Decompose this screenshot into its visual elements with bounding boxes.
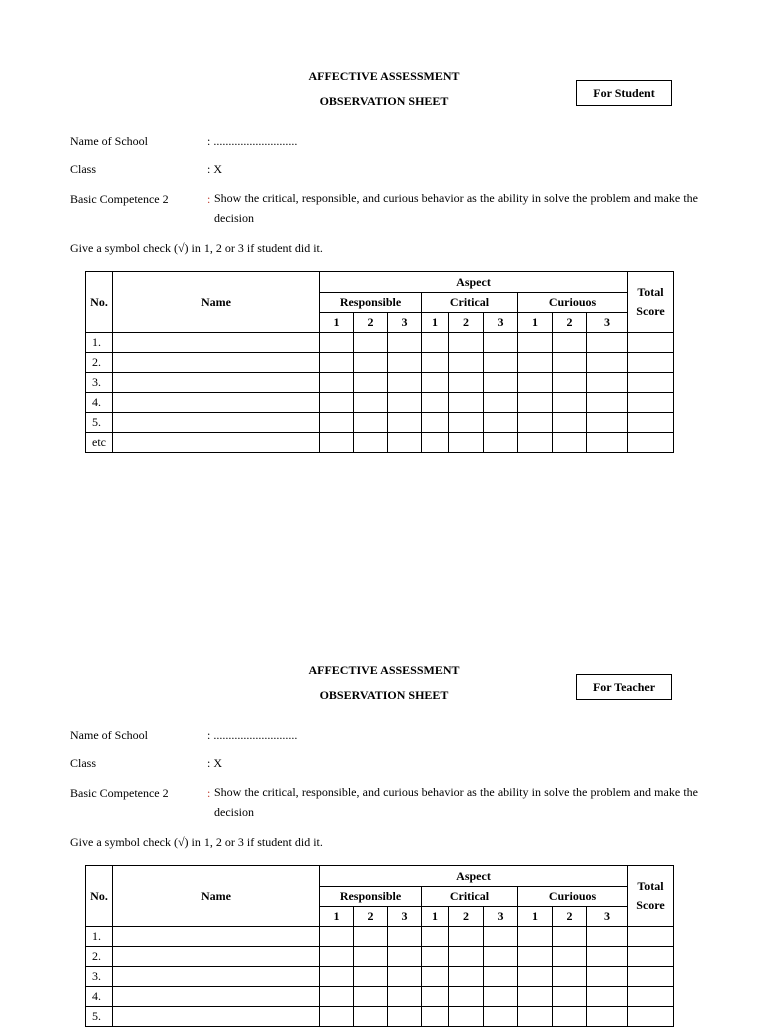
check-cell[interactable] — [354, 987, 388, 1007]
group-responsible: Responsible — [320, 293, 422, 313]
check-cell[interactable] — [449, 987, 484, 1007]
check-cell[interactable] — [587, 373, 628, 393]
sub-col-8: 2 — [553, 313, 587, 333]
check-cell[interactable] — [553, 987, 587, 1007]
check-cell[interactable] — [354, 333, 388, 353]
sheet-title: AFFECTIVE ASSESSMENT — [308, 663, 460, 677]
row-number: etc — [86, 433, 113, 453]
name-cell[interactable] — [113, 987, 320, 1007]
total-score-cell[interactable] — [628, 353, 674, 373]
total-score-cell[interactable] — [628, 987, 674, 1007]
check-cell[interactable] — [388, 373, 422, 393]
col-name-header: Name — [113, 866, 320, 927]
total-score-cell[interactable] — [628, 333, 674, 353]
check-cell[interactable] — [587, 433, 628, 453]
audience-tag: For Student — [576, 80, 672, 106]
total-score-cell[interactable] — [628, 413, 674, 433]
check-cell[interactable] — [422, 393, 449, 413]
check-cell[interactable] — [388, 333, 422, 353]
check-cell[interactable] — [518, 967, 553, 987]
col-aspect-header: Aspect — [320, 272, 628, 293]
check-cell[interactable] — [388, 947, 422, 967]
score-label: Score — [636, 898, 665, 912]
check-cell[interactable] — [553, 947, 587, 967]
class-value: : X — [207, 756, 222, 770]
check-cell[interactable] — [518, 927, 553, 947]
check-cell[interactable] — [388, 413, 422, 433]
check-cell[interactable] — [484, 927, 518, 947]
check-cell[interactable] — [484, 433, 518, 453]
row-number: 4. — [86, 393, 113, 413]
check-cell[interactable] — [518, 433, 553, 453]
check-cell[interactable] — [320, 333, 354, 353]
check-cell[interactable] — [553, 433, 587, 453]
name-cell[interactable] — [113, 393, 320, 413]
check-cell[interactable] — [449, 393, 484, 413]
sub-col-4: 1 — [422, 907, 449, 927]
check-cell[interactable] — [449, 927, 484, 947]
check-cell[interactable] — [553, 967, 587, 987]
check-cell[interactable] — [484, 967, 518, 987]
check-cell[interactable] — [388, 987, 422, 1007]
check-cell[interactable] — [320, 413, 354, 433]
check-cell[interactable] — [553, 413, 587, 433]
name-cell[interactable] — [113, 333, 320, 353]
row-number: 3. — [86, 373, 113, 393]
group-responsible: Responsible — [320, 887, 422, 907]
check-cell[interactable] — [422, 967, 449, 987]
check-cell[interactable] — [320, 373, 354, 393]
check-cell[interactable] — [587, 947, 628, 967]
name-cell[interactable] — [113, 373, 320, 393]
check-cell[interactable] — [422, 987, 449, 1007]
school-value: : ............................ — [207, 728, 298, 742]
check-cell[interactable] — [449, 333, 484, 353]
check-cell[interactable] — [354, 433, 388, 453]
check-cell[interactable] — [320, 927, 354, 947]
check-cell[interactable] — [484, 413, 518, 433]
sub-col-6: 3 — [484, 907, 518, 927]
group-curious: Curiouos — [518, 887, 628, 907]
check-cell[interactable] — [587, 353, 628, 373]
row-number: 2. — [86, 947, 113, 967]
check-cell[interactable] — [320, 967, 354, 987]
sub-col-7: 1 — [518, 313, 553, 333]
total-score-cell[interactable] — [628, 967, 674, 987]
check-cell[interactable] — [484, 947, 518, 967]
check-cell[interactable] — [518, 393, 553, 413]
check-cell[interactable] — [422, 373, 449, 393]
check-cell[interactable] — [587, 987, 628, 1007]
check-cell[interactable] — [553, 353, 587, 373]
check-cell[interactable] — [518, 373, 553, 393]
sheet-subtitle: OBSERVATION SHEET — [319, 688, 449, 702]
row-number: 2. — [86, 353, 113, 373]
check-cell[interactable] — [484, 333, 518, 353]
row-number: 3. — [86, 967, 113, 987]
check-cell[interactable] — [484, 353, 518, 373]
sub-col-2: 2 — [354, 313, 388, 333]
check-cell[interactable] — [354, 393, 388, 413]
check-cell[interactable] — [587, 413, 628, 433]
sub-col-7: 1 — [518, 907, 553, 927]
check-cell[interactable] — [587, 333, 628, 353]
row-number: 5. — [86, 413, 113, 433]
sheet-title: AFFECTIVE ASSESSMENT — [308, 69, 460, 83]
table-row — [86, 947, 674, 967]
sheet-subtitle: OBSERVATION SHEET — [319, 94, 449, 108]
col-name-header: Name — [113, 272, 320, 333]
col-total-header — [628, 866, 674, 927]
sub-col-6: 3 — [484, 313, 518, 333]
check-cell[interactable] — [553, 373, 587, 393]
competence-text: Show the critical, responsible, and curious behavior as the ability in solve the problem and make the decision — [214, 191, 698, 225]
check-cell[interactable] — [354, 927, 388, 947]
table-row — [86, 373, 674, 393]
check-cell[interactable] — [422, 353, 449, 373]
check-cell[interactable] — [449, 413, 484, 433]
name-cell[interactable] — [113, 413, 320, 433]
table-row — [86, 967, 674, 987]
check-cell[interactable] — [354, 947, 388, 967]
sub-col-9: 3 — [587, 313, 628, 333]
check-cell[interactable] — [484, 393, 518, 413]
check-cell[interactable] — [320, 393, 354, 413]
check-cell[interactable] — [354, 967, 388, 987]
school-label: Name of School — [70, 134, 148, 148]
instruction-text: Give a symbol check (√) in 1, 2 or 3 if student did it. — [70, 241, 323, 255]
check-cell[interactable] — [553, 393, 587, 413]
check-cell[interactable] — [422, 927, 449, 947]
sub-col-8: 2 — [553, 907, 587, 927]
score-label: Score — [636, 304, 665, 318]
row-number: 5. — [86, 1007, 113, 1027]
table-row — [86, 987, 674, 1007]
name-cell[interactable] — [113, 947, 320, 967]
group-critical: Critical — [422, 887, 518, 907]
table-row — [86, 393, 674, 413]
group-critical: Critical — [422, 293, 518, 313]
check-cell[interactable] — [320, 353, 354, 373]
col-no-header: No. — [86, 866, 113, 927]
table-row — [86, 927, 674, 947]
competence-text: Show the critical, responsible, and curious behavior as the ability in solve the problem and make the decision — [214, 785, 698, 819]
check-cell[interactable] — [388, 927, 422, 947]
total-score-cell[interactable] — [628, 947, 674, 967]
row-number: 4. — [86, 987, 113, 1007]
check-cell[interactable] — [587, 927, 628, 947]
school-value: : ............................ — [207, 134, 298, 148]
check-cell[interactable] — [518, 413, 553, 433]
sub-col-5: 2 — [449, 907, 484, 927]
sub-col-3: 3 — [388, 313, 422, 333]
sub-col-1: 1 — [320, 313, 354, 333]
check-cell[interactable] — [422, 333, 449, 353]
check-cell[interactable] — [449, 433, 484, 453]
check-cell[interactable] — [320, 987, 354, 1007]
check-cell[interactable] — [320, 947, 354, 967]
col-total-header — [628, 272, 674, 333]
col-no-header: No. — [86, 272, 113, 333]
sub-col-9: 3 — [587, 907, 628, 927]
check-cell[interactable] — [553, 333, 587, 353]
check-cell[interactable] — [449, 967, 484, 987]
check-cell[interactable] — [484, 373, 518, 393]
row-number: 1. — [86, 927, 113, 947]
name-cell[interactable] — [113, 433, 320, 453]
table-row — [86, 353, 674, 373]
check-cell[interactable] — [587, 393, 628, 413]
table-row — [86, 333, 674, 353]
check-cell[interactable] — [449, 353, 484, 373]
check-cell[interactable] — [518, 947, 553, 967]
check-cell[interactable] — [449, 373, 484, 393]
sub-col-5: 2 — [449, 313, 484, 333]
col-aspect-header: Aspect — [320, 866, 628, 887]
sub-col-2: 2 — [354, 907, 388, 927]
table-row — [86, 413, 674, 433]
group-curious: Curiouos — [518, 293, 628, 313]
instruction-text: Give a symbol check (√) in 1, 2 or 3 if student did it. — [70, 835, 323, 849]
check-cell[interactable] — [388, 433, 422, 453]
check-cell[interactable] — [388, 393, 422, 413]
check-cell[interactable] — [518, 353, 553, 373]
total-score-cell[interactable] — [628, 373, 674, 393]
competence-label: Basic Competence 2 — [70, 786, 169, 800]
check-cell[interactable] — [320, 433, 354, 453]
assessment-table — [85, 865, 674, 1027]
check-cell[interactable] — [422, 413, 449, 433]
audience-tag: For Teacher — [576, 674, 672, 700]
competence-label: Basic Competence 2 — [70, 192, 169, 206]
total-label: Total — [637, 285, 664, 299]
total-label: Total — [637, 879, 664, 893]
table-row — [86, 433, 674, 453]
check-cell[interactable] — [354, 353, 388, 373]
class-label: Class — [70, 756, 97, 770]
class-label: Class — [70, 162, 97, 176]
check-cell[interactable] — [354, 373, 388, 393]
total-score-cell[interactable] — [628, 927, 674, 947]
sub-col-3: 3 — [388, 907, 422, 927]
competence-colon: : — [207, 786, 211, 800]
class-value: : X — [207, 162, 222, 176]
competence-colon: : — [207, 192, 211, 206]
sub-col-4: 1 — [422, 313, 449, 333]
name-cell[interactable] — [113, 927, 320, 947]
check-cell[interactable] — [388, 967, 422, 987]
check-cell[interactable] — [484, 987, 518, 1007]
check-cell[interactable] — [449, 947, 484, 967]
check-cell[interactable] — [422, 947, 449, 967]
check-cell[interactable] — [422, 433, 449, 453]
school-label: Name of School — [70, 728, 148, 742]
name-cell[interactable] — [113, 967, 320, 987]
check-cell[interactable] — [553, 927, 587, 947]
check-cell[interactable] — [518, 333, 553, 353]
total-score-cell[interactable] — [628, 393, 674, 413]
check-cell[interactable] — [518, 987, 553, 1007]
row-number: 1. — [86, 333, 113, 353]
check-cell[interactable] — [587, 967, 628, 987]
total-score-cell[interactable] — [628, 433, 674, 453]
assessment-table — [85, 271, 674, 453]
name-cell[interactable] — [113, 353, 320, 373]
sub-col-1: 1 — [320, 907, 354, 927]
check-cell[interactable] — [354, 413, 388, 433]
check-cell[interactable] — [388, 353, 422, 373]
